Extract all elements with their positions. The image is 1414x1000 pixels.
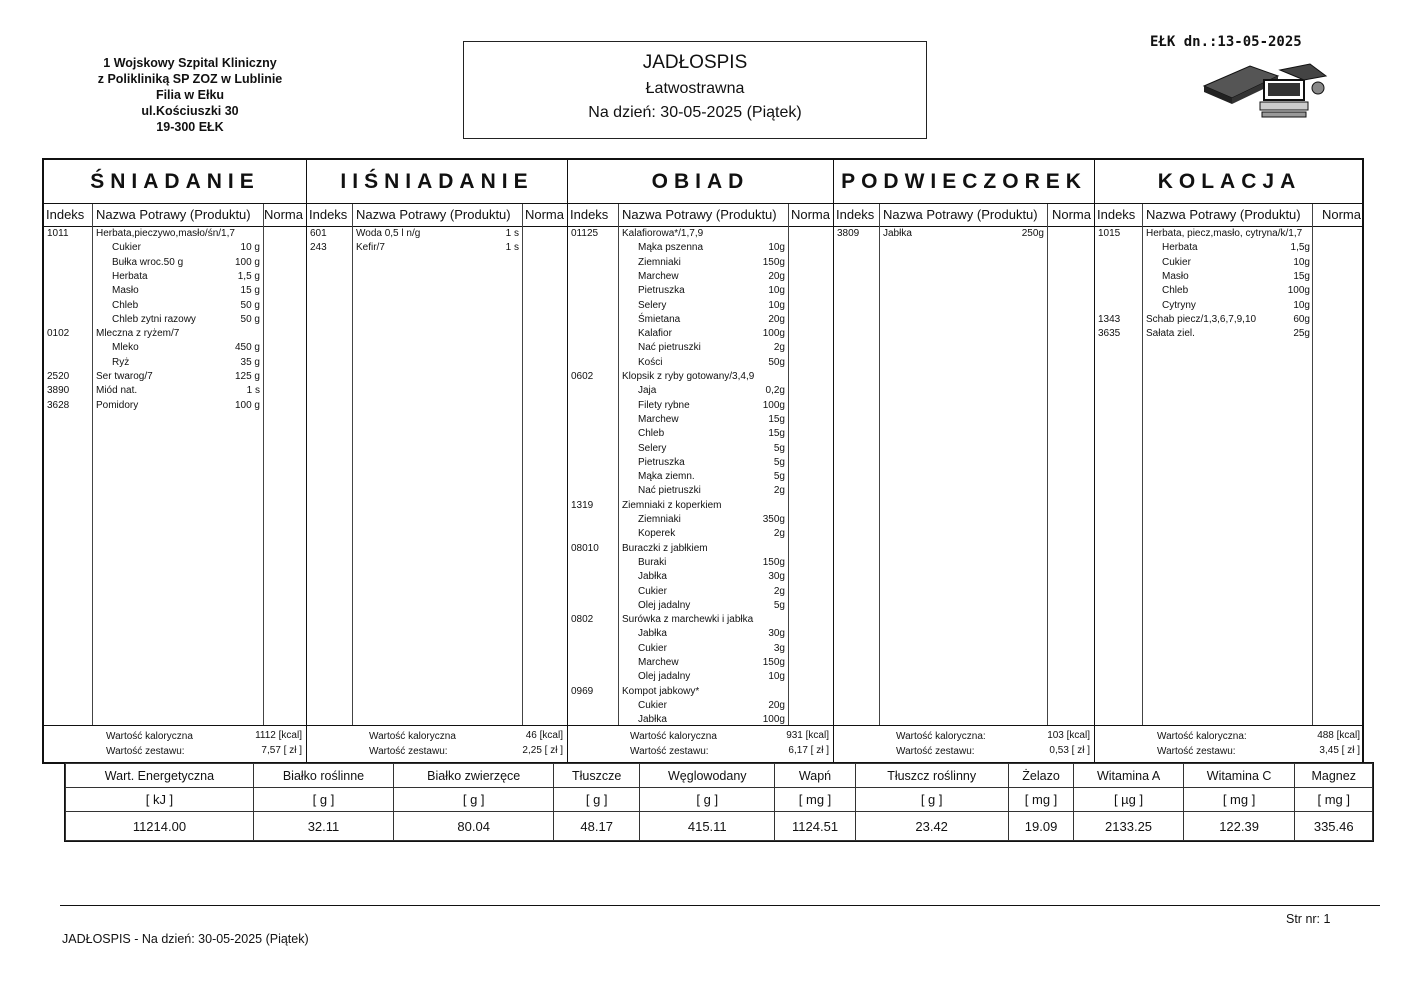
item-index: 2520 (47, 371, 70, 382)
ingredient-name: Selery (638, 442, 667, 454)
item-quantity: 20g (768, 699, 785, 711)
item-quantity: 10g (768, 285, 785, 297)
item-index: 1015 (1098, 228, 1121, 239)
item-quantity: 2g (773, 585, 785, 597)
menu-row (568, 242, 833, 255)
menu-row (1095, 242, 1364, 255)
item-quantity: 25g (1293, 328, 1310, 340)
ingredient-name: Ziemniaki (638, 256, 681, 268)
ingredient-name: Marchew (638, 657, 679, 668)
menu-row (1095, 328, 1364, 341)
item-quantity: 100 g (234, 399, 260, 411)
menu-row (44, 400, 306, 413)
ingredient-name: Chleb zytni razowy (112, 313, 196, 325)
item-quantity: 5g (773, 456, 785, 468)
menu-row (568, 485, 833, 498)
menu-row (568, 471, 833, 484)
item-quantity: 10g (1293, 299, 1310, 311)
nutrient-header: Magnez (1295, 764, 1373, 788)
nutrient-value: 32.11 (253, 812, 393, 841)
index-header: Indeks (836, 207, 875, 222)
item-quantity: 10g (768, 671, 785, 683)
ingredient-name: Filety rybne (638, 399, 690, 411)
kcal-value: 488 [kcal] (1317, 730, 1360, 741)
issue-date-stamp: EŁK dn.:13-05-2025 (1150, 34, 1302, 50)
kcal-value: 1112 [kcal] (255, 730, 302, 741)
meal-column (44, 160, 307, 762)
meal-summary (568, 725, 833, 762)
meal-summary (834, 725, 1094, 762)
kcal-value: 103 [kcal] (1047, 730, 1090, 741)
menu-row (568, 543, 833, 556)
meal-title: KOLACJA (1095, 160, 1364, 204)
hospital-line: 1 Wojskowy Szpital Kliniczny (103, 56, 277, 70)
item-index: 0802 (571, 614, 594, 626)
nutrient-header: Witamina A (1074, 764, 1183, 788)
menu-row (568, 285, 833, 298)
nutrient-value: 335.46 (1295, 812, 1373, 841)
hospital-line: 19-300 EŁK (156, 120, 224, 134)
name-header: Nazwa Potrawy (Produktu) (356, 207, 511, 222)
cost-value: 7,57 [ zł ] (261, 745, 302, 756)
kcal-label: Wartość kaloryczna: (896, 731, 986, 742)
column-divider (879, 204, 880, 726)
item-quantity: 15g (1293, 270, 1310, 282)
dish-name: Kalafiorowa*/1,7,9 (622, 228, 704, 239)
ingredient-name: Selery (638, 299, 667, 311)
item-quantity: 1,5 g (237, 270, 260, 282)
item-index: 3635 (1098, 328, 1121, 340)
menu-row (568, 571, 833, 584)
menu-row (568, 657, 833, 670)
ingredient-name: Jabłka (638, 571, 667, 583)
menu-row (44, 242, 306, 255)
nutrient-unit: [ mg ] (775, 788, 855, 812)
item-quantity: 20g (768, 270, 785, 282)
menu-row (568, 700, 833, 713)
nutrient-unit: [ mg ] (1295, 788, 1373, 812)
cost-value: 2,25 [ zł ] (522, 745, 563, 756)
name-header: Nazwa Potrawy (Produktu) (883, 207, 1038, 222)
nutrient-header: Białko zwierzęce (394, 764, 554, 788)
menu-row (1095, 314, 1364, 327)
name-header: Nazwa Potrawy (Produktu) (622, 207, 777, 222)
kcal-label: Wartość kaloryczna (369, 731, 456, 742)
dish-name: Ziemniaki z koperkiem (622, 499, 722, 511)
nutrient-unit: [ kJ ] (66, 788, 254, 812)
norm-header: Norma (524, 207, 564, 222)
menu-row (44, 257, 306, 270)
norm-header: Norma (790, 207, 830, 222)
ingredient-name: Nać pietruszki (638, 485, 701, 497)
dish-name: Jabłka (883, 228, 912, 239)
item-quantity: 0,2g (765, 385, 785, 397)
ingredient-name: Śmietana (638, 313, 681, 325)
item-quantity: 35 g (240, 356, 260, 368)
nutrient-header: Wapń (775, 764, 855, 788)
meal-summary (307, 725, 567, 762)
menu-row (568, 271, 833, 284)
item-quantity: 350g (762, 514, 785, 525)
meal-title: ŚNIADANIE (44, 160, 306, 204)
ingredient-name: Marchew (638, 413, 679, 425)
kcal-label: Wartość kaloryczna (630, 731, 717, 742)
dish-name: Mleczna z ryżem/7 (96, 328, 180, 340)
dish-name: Woda 0,5 l n/g (356, 228, 421, 239)
ingredient-name: Pietruszka (638, 456, 685, 468)
item-quantity: 50g (768, 356, 785, 368)
index-header: Indeks (570, 207, 609, 222)
dish-name: Sałata ziel. (1146, 328, 1195, 340)
menu-row (568, 671, 833, 684)
menu-row (44, 271, 306, 284)
column-header-row (834, 204, 1094, 227)
ingredient-name: Kalafior (638, 328, 672, 340)
ingredient-name: Jabłka (638, 714, 667, 726)
item-quantity: 1,5g (1290, 242, 1310, 254)
menu-row (568, 443, 833, 456)
nutrient-unit: [ mg ] (1183, 788, 1295, 812)
nutrient-unit: [ g ] (394, 788, 554, 812)
footer-title: JADŁOSPIS - Na dzień: 30-05-2025 (Piątek) (62, 932, 309, 946)
item-quantity: 150g (762, 256, 785, 268)
ingredient-name: Jaja (638, 385, 657, 397)
index-header: Indeks (46, 207, 85, 222)
nutrition-table (64, 762, 1374, 842)
ingredient-name: Bułka wroc.50 g (112, 256, 184, 268)
menu-row (1095, 300, 1364, 313)
menu-row (44, 285, 306, 298)
item-quantity: 5g (773, 471, 785, 483)
menu-row (568, 328, 833, 341)
item-quantity: 2g (773, 342, 785, 354)
item-quantity: 100g (1287, 285, 1310, 297)
dish-name: Kefir/7 (356, 242, 385, 254)
menu-row (1095, 271, 1364, 284)
ingredient-name: Jabłka (638, 628, 667, 640)
nutrient-value: 48.17 (554, 812, 640, 841)
item-quantity: 1 s (246, 385, 260, 397)
menu-row (1095, 257, 1364, 270)
hospital-address (70, 55, 310, 135)
ingredient-name: Ryż (112, 356, 130, 368)
dish-name: Herbata, piecz,masło, cytryna/k/1,7 (1146, 228, 1303, 239)
item-quantity: 50 g (240, 299, 260, 311)
item-index: 01125 (571, 228, 599, 239)
ingredient-name: Pietruszka (638, 285, 685, 297)
menu-row (568, 385, 833, 398)
ingredient-name: Ziemniaki (638, 514, 681, 525)
item-index: 3628 (47, 399, 70, 411)
menu-row (568, 342, 833, 355)
name-header: Nazwa Potrawy (Produktu) (96, 207, 251, 222)
nutrient-value: 122.39 (1183, 812, 1295, 841)
nutrient-unit: [ µg ] (1074, 788, 1183, 812)
dish-name: Buraczki z jabłkiem (622, 542, 708, 554)
item-quantity: 2g (773, 485, 785, 497)
item-quantity: 2g (773, 528, 785, 540)
menu-row (568, 628, 833, 641)
item-quantity: 20g (768, 313, 785, 325)
document-title: JADŁOSPIS (642, 52, 748, 73)
kcal-label: Wartość kaloryczna (106, 731, 193, 742)
dish-name: Herbata,pieczywo,masło/śn/1,7 (96, 228, 235, 239)
menu-row (568, 414, 833, 427)
dish-name: Pomidory (96, 399, 139, 411)
menu-row (568, 528, 833, 541)
ingredient-name: Chleb (1162, 285, 1189, 297)
item-index: 3890 (47, 385, 70, 397)
nutrient-header: Wart. Energetyczna (66, 764, 254, 788)
ingredient-name: Mleko (112, 342, 139, 354)
nutrient-value: 2133.25 (1074, 812, 1183, 841)
item-index: 0602 (571, 371, 594, 382)
nutrient-value: 415.11 (640, 812, 775, 841)
item-quantity: 60g (1293, 313, 1310, 325)
item-index: 1343 (1098, 313, 1121, 325)
ingredient-name: Marchew (638, 270, 679, 282)
item-quantity: 15g (768, 428, 785, 440)
ingredient-name: Cukier (638, 699, 667, 711)
hospital-line: z Polikliniką SP ZOZ w Lublinie (97, 72, 283, 86)
ingredient-name: Olej jadalny (638, 599, 691, 611)
item-quantity: 150g (762, 556, 785, 568)
item-index: 601 (310, 228, 327, 239)
column-header-row (568, 204, 833, 227)
cost-label: Wartość zestawu: (1157, 746, 1236, 757)
item-quantity: 1 s (505, 228, 519, 239)
item-index: 0102 (47, 328, 70, 340)
menu-row (307, 228, 567, 241)
meal-summary (1095, 725, 1364, 762)
nutrient-header: Witamina C (1183, 764, 1295, 788)
nutrient-value: 1124.51 (775, 812, 855, 841)
menu-row (1095, 285, 1364, 298)
ingredient-name: Chleb (638, 428, 665, 440)
item-quantity: 125 g (234, 371, 260, 382)
item-index: 1011 (47, 228, 69, 239)
meal-column (307, 160, 568, 762)
ingredient-name: Cukier (1162, 256, 1191, 268)
item-index: 1319 (571, 499, 594, 511)
page-number: Str nr: 1 (1286, 912, 1331, 926)
menu-row (568, 557, 833, 570)
menu-row (568, 400, 833, 413)
item-quantity: 50 g (240, 313, 260, 325)
column-divider (1047, 204, 1048, 726)
menu-row (44, 371, 306, 384)
menu-row (44, 228, 306, 241)
item-quantity: 150g (762, 657, 785, 668)
diet-name: Łatwostrawna (645, 80, 745, 97)
menu-row (568, 300, 833, 313)
menu-date: Na dzień: 30-05-2025 (Piątek) (588, 104, 802, 121)
cost-value: 6,17 [ zł ] (788, 745, 829, 756)
item-index: 243 (310, 242, 327, 254)
cost-label: Wartość zestawu: (896, 746, 975, 757)
menu-row (44, 357, 306, 370)
ingredient-name: Cukier (112, 242, 141, 254)
menu-row (568, 314, 833, 327)
nutrient-header: Tłuszcz roślinny (855, 764, 1008, 788)
item-quantity: 250g (1021, 228, 1044, 239)
meal-summary (44, 725, 306, 762)
nutrient-header: Węglowodany (640, 764, 775, 788)
menu-row (568, 371, 833, 384)
cost-label: Wartość zestawu: (106, 746, 185, 757)
menu-row (44, 328, 306, 341)
ingredient-name: Cukier (638, 642, 667, 654)
ingredient-name: Cytryny (1162, 299, 1196, 311)
meal-column (1095, 160, 1364, 762)
ingredient-name: Cukier (638, 585, 667, 597)
item-quantity: 100 g (234, 256, 260, 268)
dish-name: Surówka z marchewki i jabłka (622, 614, 754, 626)
menu-row (44, 385, 306, 398)
kcal-label: Wartość kaloryczna: (1157, 731, 1247, 742)
dish-name: Kompot jabkowy* (622, 685, 700, 697)
ingredient-name: Masło (112, 285, 139, 297)
meal-column (834, 160, 1095, 762)
item-index: 08010 (571, 542, 599, 554)
title-box (463, 41, 927, 139)
column-header-row (307, 204, 567, 227)
cost-label: Wartość zestawu: (369, 746, 448, 757)
index-header: Indeks (309, 207, 348, 222)
dish-name: Miód nat. (96, 385, 138, 397)
menu-row (568, 357, 833, 370)
meal-column (568, 160, 834, 762)
hospital-line: Filia w Ełku (155, 88, 225, 102)
ingredient-name: Herbata (112, 270, 148, 282)
item-quantity: 100g (762, 399, 785, 411)
column-divider (522, 204, 523, 726)
cost-value: 3,45 [ zł ] (1319, 745, 1360, 756)
ingredient-name: Buraki (638, 556, 667, 568)
item-quantity: 10g (768, 299, 785, 311)
item-quantity: 30g (768, 571, 785, 583)
menu-row (44, 342, 306, 355)
ingredient-name: Herbata (1162, 242, 1198, 254)
nutrient-unit: [ g ] (554, 788, 640, 812)
nutrient-header: Białko roślinne (253, 764, 393, 788)
menu-row (568, 428, 833, 441)
nutrient-value: 19.09 (1008, 812, 1074, 841)
column-header-row (44, 204, 306, 227)
meal-title: OBIAD (568, 160, 833, 204)
menu-row (568, 586, 833, 599)
kcal-value: 46 [kcal] (525, 730, 563, 741)
dish-name: Klopsik z ryby gotowany/3,4,9 (622, 371, 755, 382)
norm-header: Norma (263, 207, 303, 222)
cost-label: Wartość zestawu: (630, 746, 709, 757)
ingredient-name: Nać pietruszki (638, 342, 701, 354)
item-quantity: 5g (773, 599, 785, 611)
menu-row (307, 242, 567, 255)
item-quantity: 15 g (240, 285, 260, 297)
item-quantity: 15g (768, 413, 785, 425)
item-quantity: 30g (768, 628, 785, 640)
item-quantity: 100g (762, 714, 785, 726)
menu-row (568, 614, 833, 627)
dish-name: Ser twarog/7 (96, 371, 153, 382)
item-quantity: 100g (762, 328, 785, 340)
nutrient-unit: [ g ] (855, 788, 1008, 812)
norm-header: Norma (1321, 207, 1361, 222)
norm-header: Norma (1051, 207, 1091, 222)
nutrient-unit: [ g ] (253, 788, 393, 812)
ingredient-name: Olej jadalny (638, 671, 691, 683)
nutrient-unit: [ g ] (640, 788, 775, 812)
item-quantity: 3g (773, 642, 785, 654)
item-quantity: 450 g (234, 342, 260, 354)
nutrient-header: Żelazo (1008, 764, 1074, 788)
menu-row (44, 314, 306, 327)
hospital-line: ul.Kościuszki 30 (141, 104, 239, 118)
nutrient-value: 23.42 (855, 812, 1008, 841)
ingredient-name: Kości (638, 356, 663, 368)
nutrient-header: Tłuszcze (554, 764, 640, 788)
name-header: Nazwa Potrawy (Produktu) (1146, 207, 1301, 222)
ingredient-name: Koperek (638, 528, 676, 540)
item-quantity: 10 g (240, 242, 260, 254)
menu-row (568, 228, 833, 241)
menu-row (834, 228, 1094, 241)
menu-row (44, 300, 306, 313)
footer-divider (60, 905, 1380, 906)
item-quantity: 10g (768, 242, 785, 254)
ingredient-name: Chleb (112, 299, 139, 311)
nutrient-value: 80.04 (394, 812, 554, 841)
item-quantity: 1 s (505, 242, 519, 254)
item-index: 3809 (837, 228, 860, 239)
meal-title: IIŚNIADANIE (307, 160, 567, 204)
ingredient-name: Mąka pszenna (638, 242, 704, 254)
menu-row (568, 457, 833, 470)
index-header: Indeks (1097, 207, 1136, 222)
computer-desk-icon (1200, 58, 1340, 120)
item-quantity: 5g (773, 442, 785, 454)
column-divider (352, 204, 353, 726)
nutrient-unit: [ mg ] (1008, 788, 1074, 812)
cost-value: 0,53 [ zł ] (1049, 745, 1090, 756)
kcal-value: 931 [kcal] (786, 730, 829, 741)
menu-row (568, 514, 833, 527)
item-quantity: 10g (1293, 256, 1310, 268)
meal-title: PODWIECZOREK (834, 160, 1094, 204)
ingredient-name: Masło (1162, 270, 1189, 282)
menu-row (1095, 228, 1364, 241)
nutrient-value: 11214.00 (66, 812, 254, 841)
menu-row (568, 600, 833, 613)
menu-table (42, 158, 1364, 764)
column-header-row (1095, 204, 1364, 227)
dish-name: Schab piecz/1,3,6,7,9,10 (1146, 313, 1257, 325)
menu-row (568, 686, 833, 699)
menu-row (568, 500, 833, 513)
item-index: 0969 (571, 685, 594, 697)
menu-row (568, 643, 833, 656)
menu-row (568, 257, 833, 270)
ingredient-name: Mąka ziemn. (638, 471, 695, 483)
